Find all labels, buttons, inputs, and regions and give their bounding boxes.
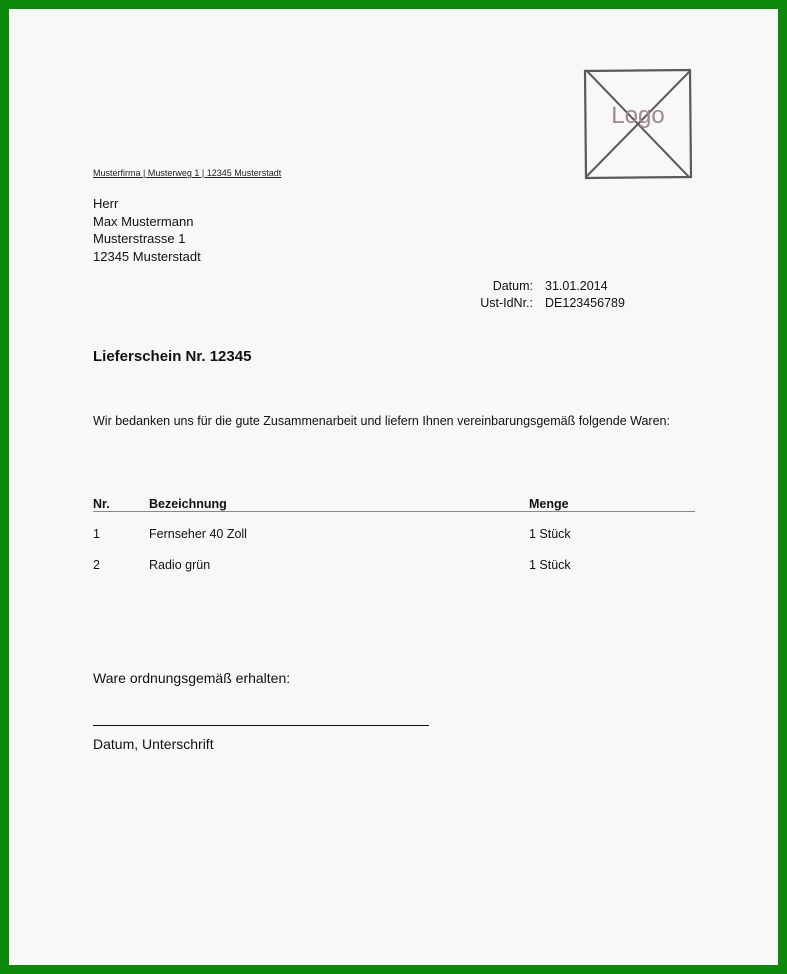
logo-label: Logo [611,102,665,129]
row-bezeichnung: Fernseher 40 Zoll [149,527,247,541]
date-value: 31.01.2014 [545,279,608,293]
recipient-address [93,195,201,265]
row-menge: 1 Stück [529,558,571,572]
header-nr: Nr. [93,497,110,511]
meta-labels [449,278,533,312]
intro-text: Wir bedanken uns für die gute Zusammenarbeit und liefern Ihnen vereinbarungsgemäß folgende Waren: [93,414,670,428]
signature-line [93,725,429,726]
table-row [93,558,695,574]
header-bezeichnung: Bezeichnung [149,497,227,511]
recipient-salutation: Herr [93,196,119,211]
document-page [9,9,778,965]
header-menge: Menge [529,497,569,511]
receipt-confirmation: Ware ordnungsgemäß erhalten: [93,670,291,686]
logo-placeholder [583,68,693,180]
table-row [93,527,695,543]
table-header [93,497,695,512]
sender-address-line: Musterfirma | Musterweg 1 | 12345 Musterstadt [93,168,282,178]
vat-value: DE123456789 [545,296,625,310]
recipient-street: Musterstrasse 1 [93,231,186,247]
date-label: Datum: [492,279,533,293]
meta-values [545,278,625,312]
row-nr: 2 [93,558,100,572]
recipient-name: Max Mustermann [93,213,194,229]
vat-label: Ust-IdNr.: [480,296,533,310]
signature-label: Datum, Unterschrift [93,736,214,752]
row-nr: 1 [93,527,100,541]
row-menge: 1 Stück [529,527,571,541]
document-title: Lieferschein Nr. 12345 [93,348,252,365]
recipient-city: 12345 Musterstadt [93,248,201,264]
row-bezeichnung: Radio grün [149,558,211,572]
